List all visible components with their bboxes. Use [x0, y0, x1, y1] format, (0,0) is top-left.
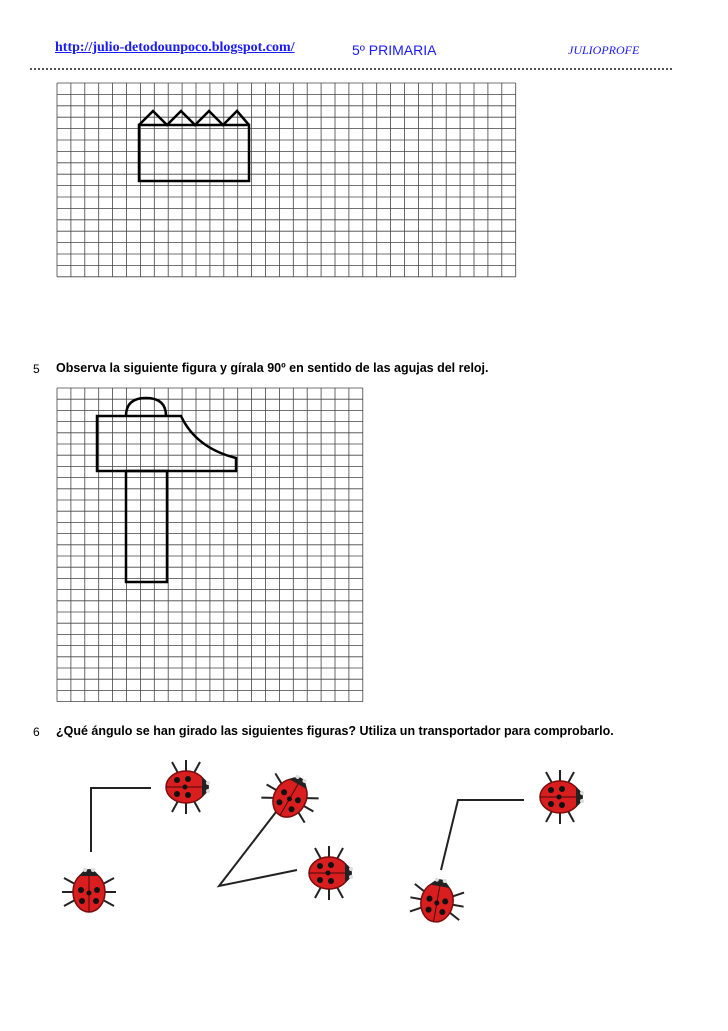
ladybug-icon [257, 764, 326, 829]
blog-link[interactable]: http://julio-detodounpoco.blogspot.com/ [55, 40, 295, 55]
ladybug-icon [309, 846, 353, 900]
author-label: JULIOPROFE [568, 43, 640, 57]
question-5-text: Observa la siguiente figura y gírala 90º en sentido de las agujas del reloj. [56, 361, 489, 375]
angle-figure-a [62, 760, 210, 912]
question-6-number: 6 [33, 725, 40, 739]
angle-figure-c [407, 770, 584, 926]
grade-label: 5º PRIMARIA [352, 42, 437, 58]
ladybug-icon [540, 770, 584, 824]
ladybug-icon [166, 760, 210, 814]
angle-figure-b [219, 764, 353, 900]
question-5-number: 5 [33, 362, 40, 376]
ladybug-icon [407, 874, 468, 927]
question-6-text: ¿Qué ángulo se han girado las siguientes figuras? Utiliza un transportador para comprobarlo. [56, 724, 614, 738]
ladybug-icon [62, 868, 116, 912]
